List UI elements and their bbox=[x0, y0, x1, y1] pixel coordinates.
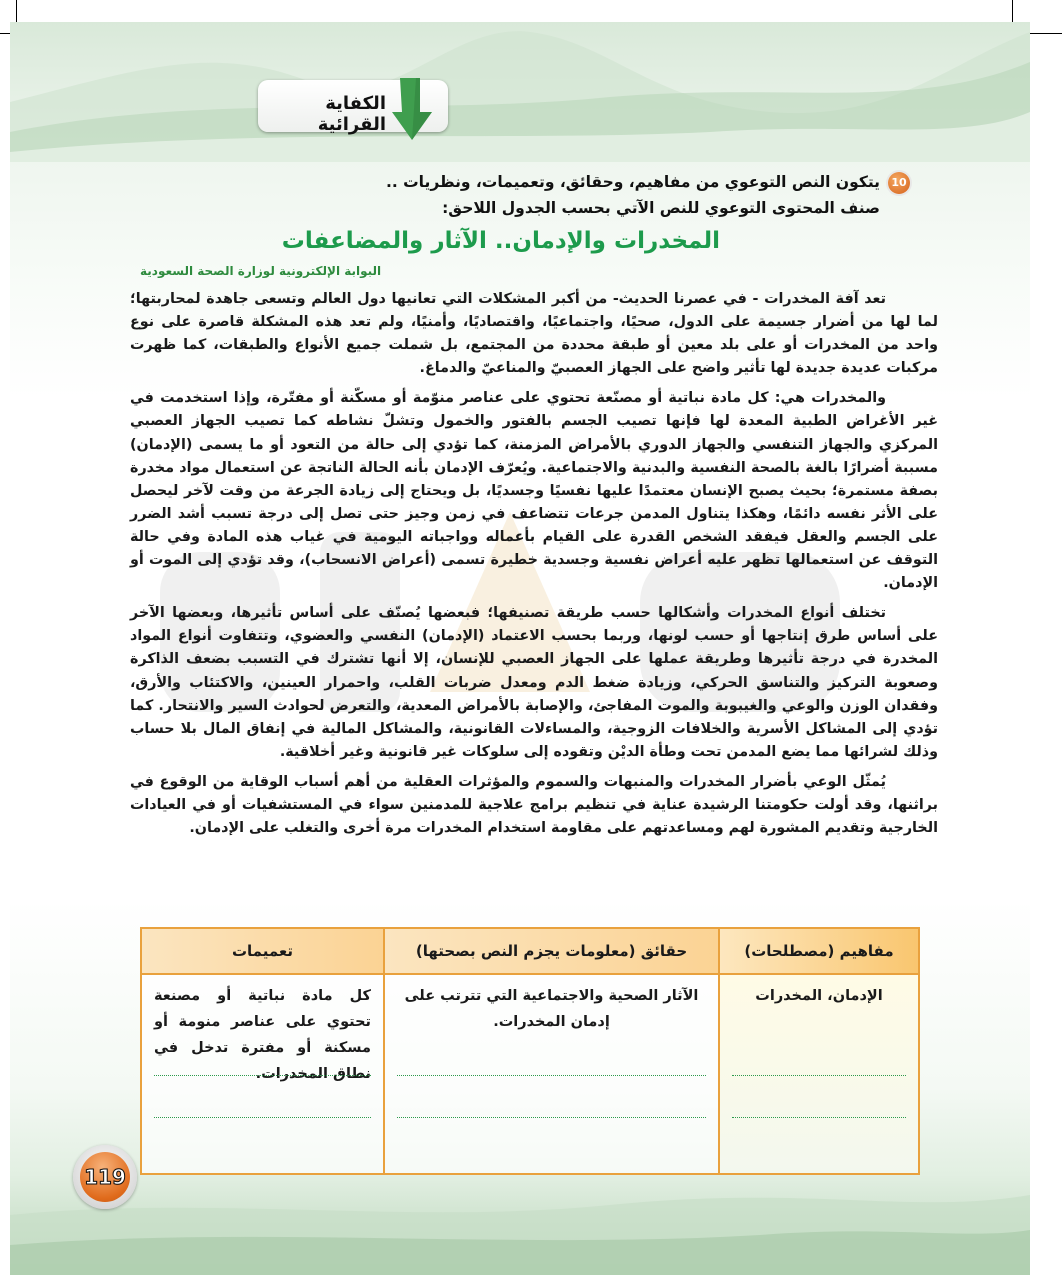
textbook-page bbox=[10, 22, 1030, 1275]
decorative-header-waves bbox=[10, 22, 1030, 162]
article-paragraph: يُمثّل الوعي بأضرار المخدرات والمنبهات والسموم والمؤثرات العقلية من أهم أسباب الوقاية من الوقوع في براثنها، وقد أولت حكومتنا الرشيدة عناية في تنظيم برامج علاجية للمدمنين سواء في المستشفيات أو في العيادات الخارجية وتقديم المشورة لهم ومساعدتهم على مقاومة استخدام المخدرات مرة أخرى والتغلب على الإدمان. bbox=[130, 773, 938, 837]
article-paragraph: تعد آفة المخدرات - في عصرنا الحديث- من أكبر المشكلات التي تعانيها دول العالم وتسعى جاهدة لمحاربتها؛ لما لها من أضرار جسيمة على الدول، صحيًا، واجتماعيًا، واقتصاديًا، وأمنيًا، ولم تعد هذه المشكلة قاصرة على نوع واحد من المخدرات أو على بلد معين أو طبقة محددة من المجتمع، بل شملت جميع الأنواع والطبقات، كما ظهرت مركبات عديدة جديدة لها تأثير واضح على الجهاز العصبيّ والمناعيّ والدماغ. bbox=[130, 291, 938, 377]
article-title: المخدرات والإدمان.. الآثار والمضاعفات bbox=[281, 228, 720, 254]
column-header-concepts: مفاهيم (مصطلحات) bbox=[719, 928, 919, 974]
section-header-tab bbox=[258, 80, 448, 135]
dotted-answer-line[interactable] bbox=[397, 1075, 706, 1076]
answer-cell-concepts[interactable] bbox=[719, 974, 919, 1174]
page-number-badge bbox=[73, 1145, 137, 1209]
section-label: الكفاية القرائية bbox=[317, 93, 386, 135]
cell-text: الإدمان، المخدرات bbox=[755, 988, 883, 1004]
dotted-answer-line[interactable] bbox=[397, 1117, 706, 1118]
dotted-answer-line[interactable] bbox=[732, 1117, 906, 1118]
page-number: 119 bbox=[80, 1152, 130, 1202]
dotted-answer-line[interactable] bbox=[732, 1075, 906, 1076]
dotted-answer-line[interactable] bbox=[154, 1117, 371, 1118]
crop-mark bbox=[1012, 0, 1013, 24]
question-line-2: صنف المحتوى التوعوي للنص الآتي بحسب الجدول اللاحق: bbox=[442, 199, 880, 217]
question-line-1: يتكون النص التوعوي من مفاهيم، وحقائق، وتعميمات، ونظريات .. bbox=[385, 173, 880, 191]
article-body bbox=[130, 288, 938, 847]
article-source: البوابة الإلكترونية لوزارة الصحة السعودية bbox=[140, 264, 382, 278]
question-block bbox=[385, 169, 907, 221]
question-number-badge: 10 bbox=[888, 172, 910, 194]
answer-cell-facts[interactable] bbox=[384, 974, 719, 1174]
cell-text: كل مادة نباتية أو مصنعة تحتوي على عناصر منومة أو مسكنة أو مفترة تدخل في نطاق المخدرات. bbox=[154, 988, 371, 1082]
column-header-generalizations: تعميمات bbox=[141, 928, 384, 974]
down-arrow-icon bbox=[390, 78, 434, 140]
answer-cell-generalizations[interactable] bbox=[141, 974, 384, 1174]
cell-text: الآثار الصحية والاجتماعية التي تترتب على إدمان المخدرات. bbox=[404, 988, 699, 1030]
article-paragraph: والمخدرات هي: كل مادة نباتية أو مصنّعة تحتوي على عناصر منوّمة أو مسكّنة أو مفتّرة، وإذا استخدمت في غير الأغراض الطبية المعدة لها فإنها تصيب الجسم بالفتور والخمول وتشلّ نشاطه كما تصيب الجهاز العصبي المركزي والجهاز التنفسي والجهاز الدوري بالأمراض المزمنة، كما تؤدي إلى حالة من التعود أو ما يسمى (الإدمان) مسببة أضرارًا بالغة بالصحة النفسية والبدنية والاجتماعية. ويُعرّف الإدمان بأنه الحالة الناتجة عن استعمال مواد مخدرة بصفة مستمرة؛ بحيث يصبح الإنسان معتمدًا عليها نفسيًا وجسديًا، بل ويحتاج إلى زيادة الجرعة من وقت لآخر ليحصل على الأثر نفسه دائمًا، وهكذا يتناول المدمن جرعات تتضاعف في زمن وجيز حتى تصل إلى درجة تسبب أشد الضرر على الجسم والعقل فيفقد الشخص القدرة على القيام بأعماله وواجباته اليومية في غياب هذه المادة وفي حالة التوقف عن استعمالها تظهر عليه أعراض نفسية وجسدية خطيرة تسمى (أعراض الانسحاب)، وقد تؤدي إلى الموت أو الإدمان. bbox=[130, 390, 938, 592]
classification-table bbox=[140, 927, 920, 1175]
dotted-answer-line[interactable] bbox=[154, 1075, 371, 1076]
article-paragraph: تختلف أنواع المخدرات وأشكالها حسب طريقة تصنيفها؛ فبعضها يُصنّف على أساس تأثيرها، وبعضها الآخر على أساس طرق إنتاجها أو حسب لونها، وربما بحسب الاعتماد (الإدمان) النفسي والعضوي، وتتفاوت أنواع المواد المخدرة في درجة تأثيرها وطريقة عملها على الجهاز العصبي للإنسان، إلا أنها تشترك في التسبب بضعف الذاكرة وصعوبة التركيز والتناسق الحركي، وزيادة ضغط الدم ومعدل ضربات القلب، واحمرار العينين، والاكتئاب والأرق، وفقدان الوزن والوعي والغيبوبة والموت المفاجئ، والإصابة بالأمراض المعدية، والتعرض لحوادث السير والانتحار. كما تؤدي إلى المشاكل الأسرية والخلافات الزوجية، والمساءلات القانونية، والمشاكل المالية في إنفاق المال بلا حساب وذلك لشرائها مما يضع المدمن تحت وطأة الديْن وتقوده إلى سلوكات غير قانونية وغير أخلاقية. bbox=[130, 605, 938, 760]
crop-mark bbox=[16, 0, 17, 24]
column-header-facts: حقائق (معلومات يجزم النص بصحتها) bbox=[384, 928, 719, 974]
